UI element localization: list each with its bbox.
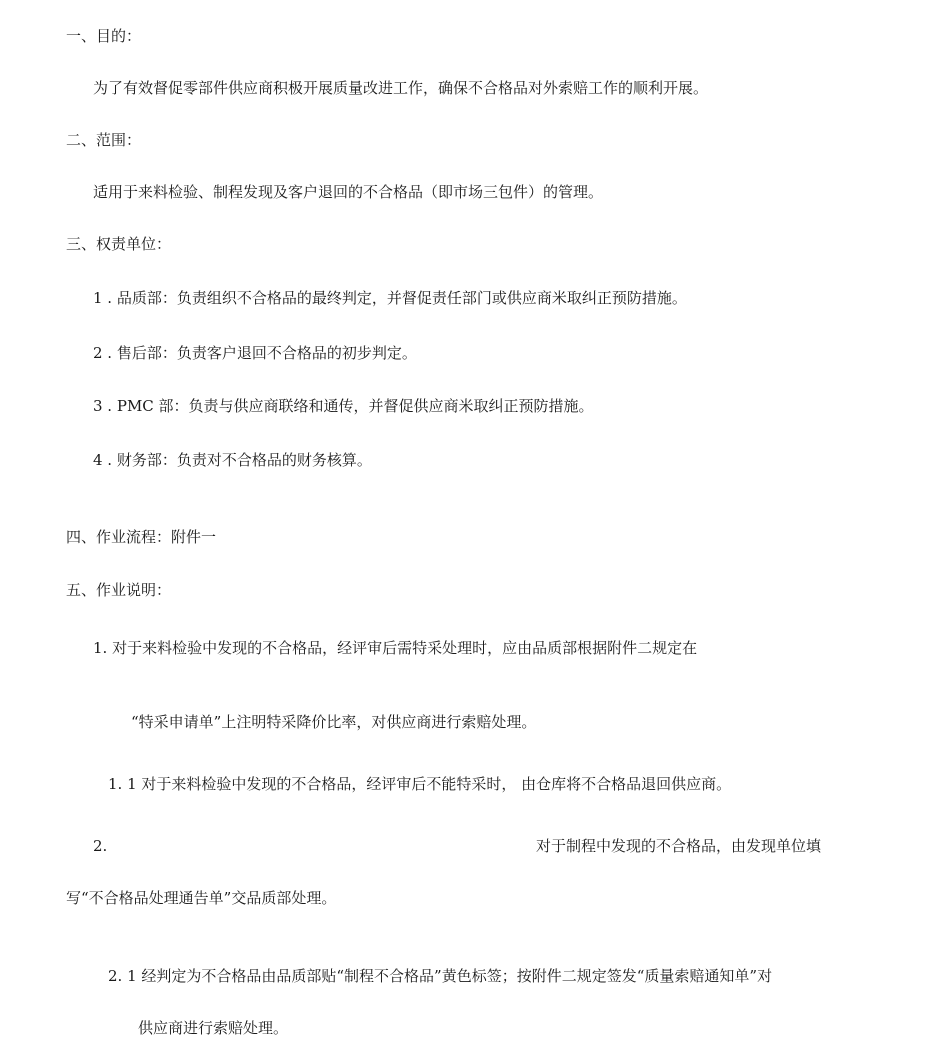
instruction-item-2-1-line-2: 供应商进行索赔处理。 bbox=[138, 1019, 289, 1037]
instruction-item-1-line-1: 1. 对于来料检验中发现的不合格品，经评审后需特采处理时，应由品质部根据附件二规定在 bbox=[93, 639, 698, 657]
purpose-text: 为了有效督促零部件供应商积极开展质量改进工作，确保不合格品对外索赔工作的顺利开展。 bbox=[93, 79, 709, 97]
instruction-item-2-1-line-1: 2. 1 经判定为不合格品由品质部贴“制程不合格品”黄色标签；按附件二规定签发“质量索赔通知单”对 bbox=[108, 967, 773, 985]
purpose-heading: 一、目的： bbox=[66, 27, 142, 45]
instruction-item-2-line-2: 写“不合格品处理通告单”交品质部处理。 bbox=[66, 889, 337, 907]
responsibility-item: 3 . PMC 部：负责与供应商联络和通传，并督促供应商米取纠正预防措施。 bbox=[93, 397, 594, 415]
instruction-item-2-number: 2. bbox=[93, 837, 108, 855]
instruction-item-1-1: 1. 1 对于来料检验中发现的不合格品，经评审后不能特采时， 由仓库将不合格品退回供应商。 bbox=[108, 775, 732, 793]
responsibility-item: 2 . 售后部：负责客户退回不合格品的初步判定。 bbox=[93, 344, 417, 362]
responsibility-item: 1 . 品质部：负责组织不合格品的最终判定，并督促责任部门或供应商米取纠正预防措施。 bbox=[93, 289, 687, 307]
responsibility-heading: 三、权责单位： bbox=[66, 235, 172, 253]
scope-text: 适用于来料检验、制程发现及客户退回的不合格品（即市场三包件）的管理。 bbox=[93, 183, 604, 201]
instruction-item-1-line-2: “特采申请单”上注明特采降价比率，对供应商进行索赔处理。 bbox=[131, 713, 537, 731]
instructions-heading: 五、作业说明： bbox=[66, 581, 172, 599]
instruction-item-2-line-1: 对于制程中发现的不合格品，由发现单位填 bbox=[536, 837, 822, 855]
scope-heading: 二、范围： bbox=[66, 131, 142, 149]
responsibility-item: 4 . 财务部：负责对不合格品的财务核算。 bbox=[93, 451, 372, 469]
workflow-heading: 四、作业流程：附件一 bbox=[66, 528, 217, 546]
